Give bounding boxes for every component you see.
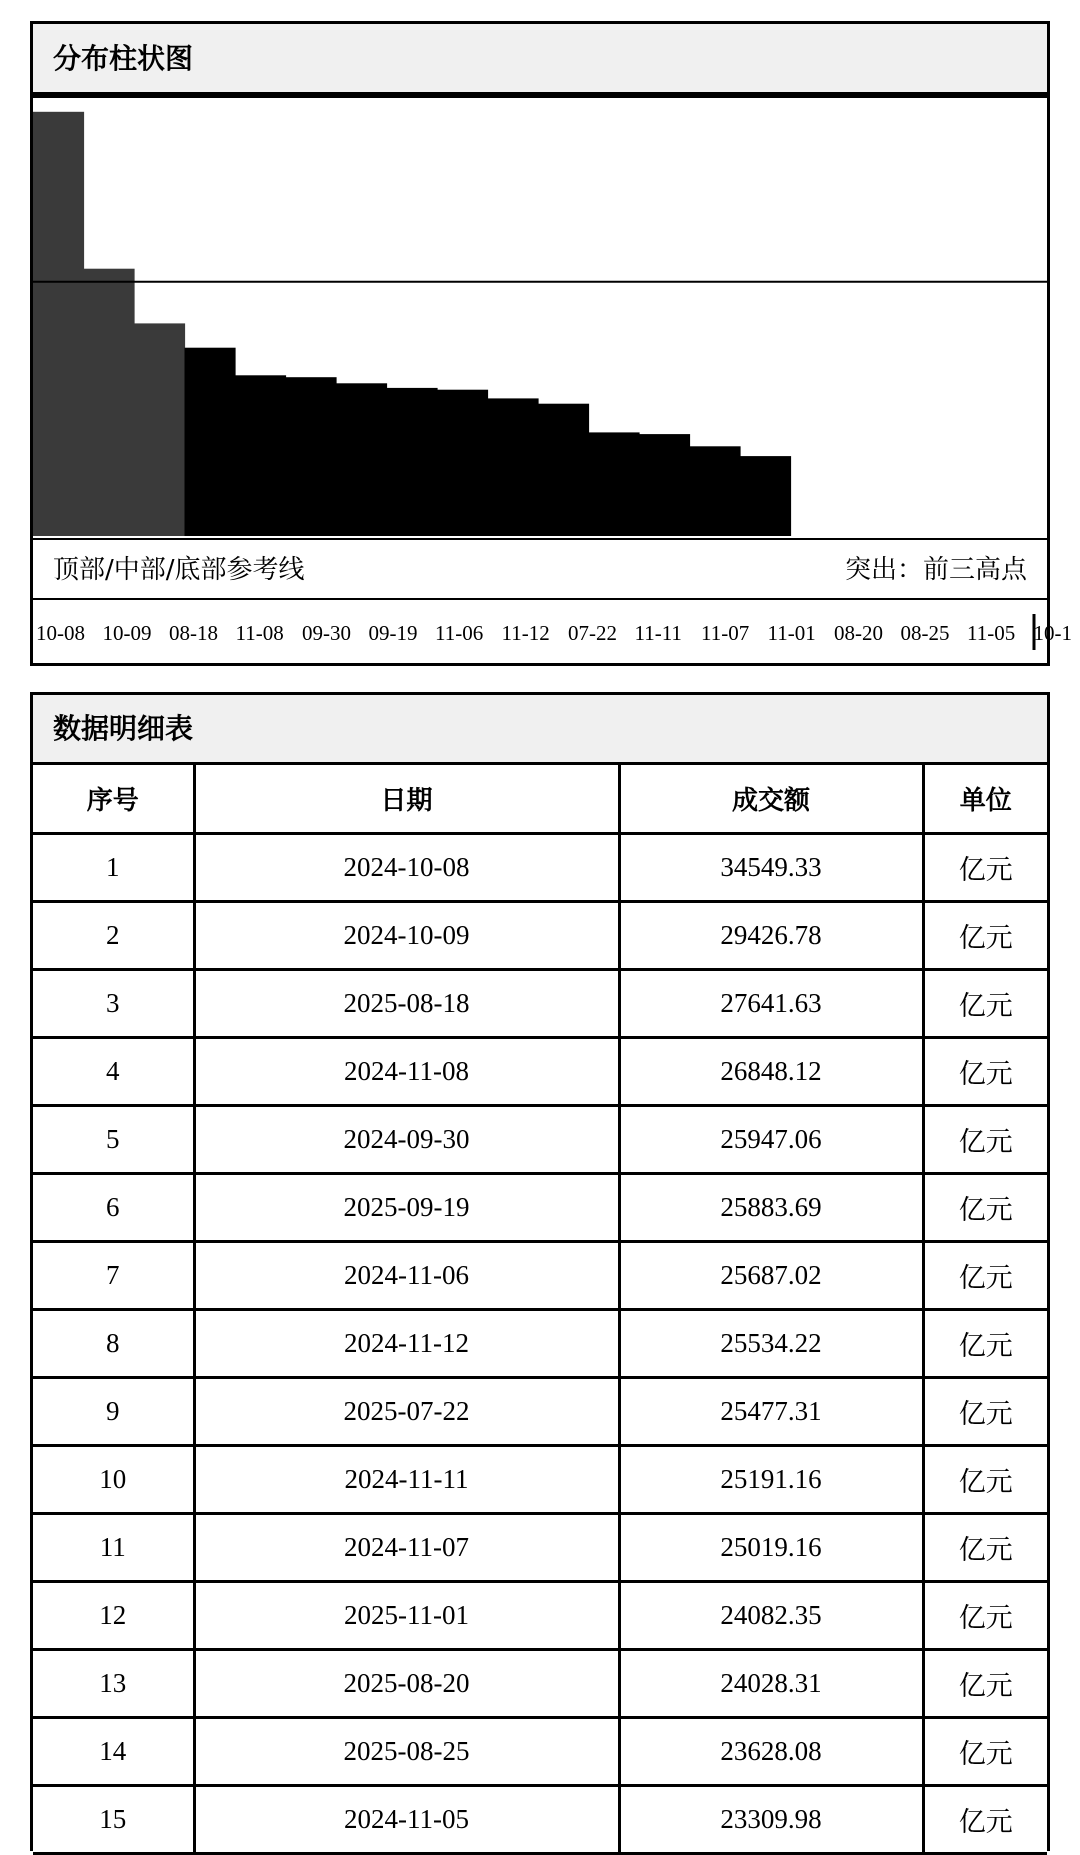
row-date: 2024-11-12 [194, 1309, 619, 1377]
highlight-label: 突出：前三高点 [844, 555, 1027, 585]
row-date: 2024-11-07 [194, 1513, 619, 1581]
row-unit: 亿元 [923, 1581, 1047, 1649]
row-amount: 23628.08 [619, 1717, 923, 1785]
row-date: 2024-11-08 [194, 1037, 619, 1105]
row-date: 2024-11-06 [194, 1241, 619, 1309]
row-index: 2 [33, 901, 194, 969]
bar-07-22 [437, 390, 488, 536]
x-tick-label: 11-12 [501, 621, 550, 645]
row-unit: 亿元 [923, 1105, 1047, 1173]
bar-08-20 [639, 434, 690, 536]
header-amount: 成交额 [619, 765, 923, 833]
x-tick-label: 07-22 [568, 621, 617, 645]
row-unit: 亿元 [923, 1717, 1047, 1785]
row-index: 1 [33, 833, 194, 901]
x-tick-label: 11-11 [634, 621, 682, 645]
bar-11-05 [740, 456, 791, 536]
row-date: 2025-09-19 [194, 1173, 619, 1241]
row-date: 2024-10-08 [194, 833, 619, 901]
table-row [33, 1649, 1047, 1717]
x-tick-label: 08-25 [900, 621, 950, 645]
x-tick-label: 08-20 [834, 621, 883, 645]
data-table [33, 765, 1047, 1855]
row-date: 2024-11-11 [194, 1445, 619, 1513]
header-index: 序号 [33, 765, 194, 833]
row-index: 15 [33, 1785, 194, 1853]
row-unit: 亿元 [923, 1513, 1047, 1581]
bar-08-25 [690, 446, 741, 536]
reference-line-label: 顶部/中部/底部参考线 [53, 555, 305, 585]
row-unit: 亿元 [923, 833, 1047, 901]
x-tick-label: 11-08 [235, 621, 284, 645]
x-tick-label: 10-08 [36, 621, 85, 645]
bar-11-12 [387, 388, 438, 536]
table-row [33, 1717, 1047, 1785]
header-unit: 单位 [923, 765, 1047, 833]
x-tick-label: 11-07 [701, 621, 750, 645]
table-panel [30, 692, 1050, 1851]
row-index: 10 [33, 1445, 194, 1513]
row-amount: 27641.63 [619, 969, 923, 1037]
row-date: 2024-11-05 [194, 1785, 619, 1853]
row-amount: 24028.31 [619, 1649, 923, 1717]
row-unit: 亿元 [923, 1241, 1047, 1309]
x-tick-label: 11-05 [967, 621, 1016, 645]
row-index: 9 [33, 1377, 194, 1445]
bar-09-19 [286, 377, 337, 536]
table-row [33, 1173, 1047, 1241]
row-index: 14 [33, 1717, 194, 1785]
row-index: 6 [33, 1173, 194, 1241]
row-amount: 34549.33 [619, 833, 923, 901]
table-row [33, 1581, 1047, 1649]
row-index: 12 [33, 1581, 194, 1649]
table-header-row [33, 765, 1047, 833]
row-index: 4 [33, 1037, 194, 1105]
chart-title: 分布柱状图 [33, 24, 1047, 98]
row-unit: 亿元 [923, 969, 1047, 1037]
bar-08-18 [134, 323, 185, 536]
table-row [33, 901, 1047, 969]
x-tick-label: 09-19 [368, 621, 418, 645]
row-date: 2025-11-01 [194, 1581, 619, 1649]
x-tick-label: 08-18 [169, 621, 218, 645]
x-tick-label: 09-30 [302, 621, 351, 645]
row-unit: 亿元 [923, 1173, 1047, 1241]
row-index: 8 [33, 1309, 194, 1377]
row-amount: 23309.98 [619, 1785, 923, 1853]
row-amount: 25947.06 [619, 1105, 923, 1173]
bar-10-08 [33, 112, 84, 536]
row-index: 3 [33, 969, 194, 1037]
chart-panel [30, 21, 1072, 666]
table-row [33, 1445, 1047, 1513]
row-amount: 25477.31 [619, 1377, 923, 1445]
table-row [33, 1377, 1047, 1445]
bar-10-09 [84, 269, 135, 536]
row-date: 2024-10-09 [194, 901, 619, 969]
table-row [33, 1105, 1047, 1173]
bar-09-30 [235, 375, 286, 536]
row-unit: 亿元 [923, 1785, 1047, 1853]
row-date: 2025-07-22 [194, 1377, 619, 1445]
bar-11-11 [488, 398, 539, 536]
row-amount: 26848.12 [619, 1037, 923, 1105]
row-date: 2025-08-25 [194, 1717, 619, 1785]
bar-11-08 [185, 348, 236, 536]
row-unit: 亿元 [923, 1649, 1047, 1717]
row-index: 13 [33, 1649, 194, 1717]
row-index: 5 [33, 1105, 194, 1173]
row-date: 2024-09-30 [194, 1105, 619, 1173]
row-date: 2025-08-18 [194, 969, 619, 1037]
table-row [33, 1785, 1047, 1853]
row-index: 7 [33, 1241, 194, 1309]
row-unit: 亿元 [923, 1309, 1047, 1377]
table-row [33, 1241, 1047, 1309]
row-amount: 25883.69 [619, 1173, 923, 1241]
bar-plot [33, 98, 1047, 538]
table-title: 数据明细表 [33, 695, 1047, 765]
x-axis-labels [33, 598, 1072, 666]
x-tick-label: 10-1 [1033, 621, 1072, 645]
x-tick-label: 10-09 [102, 621, 152, 645]
row-amount: 25191.16 [619, 1445, 923, 1513]
row-amount: 25534.22 [619, 1309, 923, 1377]
row-unit: 亿元 [923, 1377, 1047, 1445]
row-amount: 29426.78 [619, 901, 923, 969]
bar-11-01 [589, 432, 640, 536]
row-amount: 25019.16 [619, 1513, 923, 1581]
table-row [33, 1513, 1047, 1581]
header-date: 日期 [194, 765, 619, 833]
x-tick-label: 11-06 [435, 621, 484, 645]
row-unit: 亿元 [923, 1037, 1047, 1105]
row-index: 11 [33, 1513, 194, 1581]
table-row [33, 833, 1047, 901]
bar-11-07 [538, 404, 589, 536]
table-row [33, 1309, 1047, 1377]
table-row [33, 969, 1047, 1037]
table-row [33, 1037, 1047, 1105]
row-date: 2025-08-20 [194, 1649, 619, 1717]
x-tick-labels [33, 600, 1072, 666]
x-tick-label: 11-01 [767, 621, 816, 645]
row-unit: 亿元 [923, 901, 1047, 969]
bar-11-06 [336, 383, 387, 536]
row-unit: 亿元 [923, 1445, 1047, 1513]
row-amount: 24082.35 [619, 1581, 923, 1649]
row-amount: 25687.02 [619, 1241, 923, 1309]
